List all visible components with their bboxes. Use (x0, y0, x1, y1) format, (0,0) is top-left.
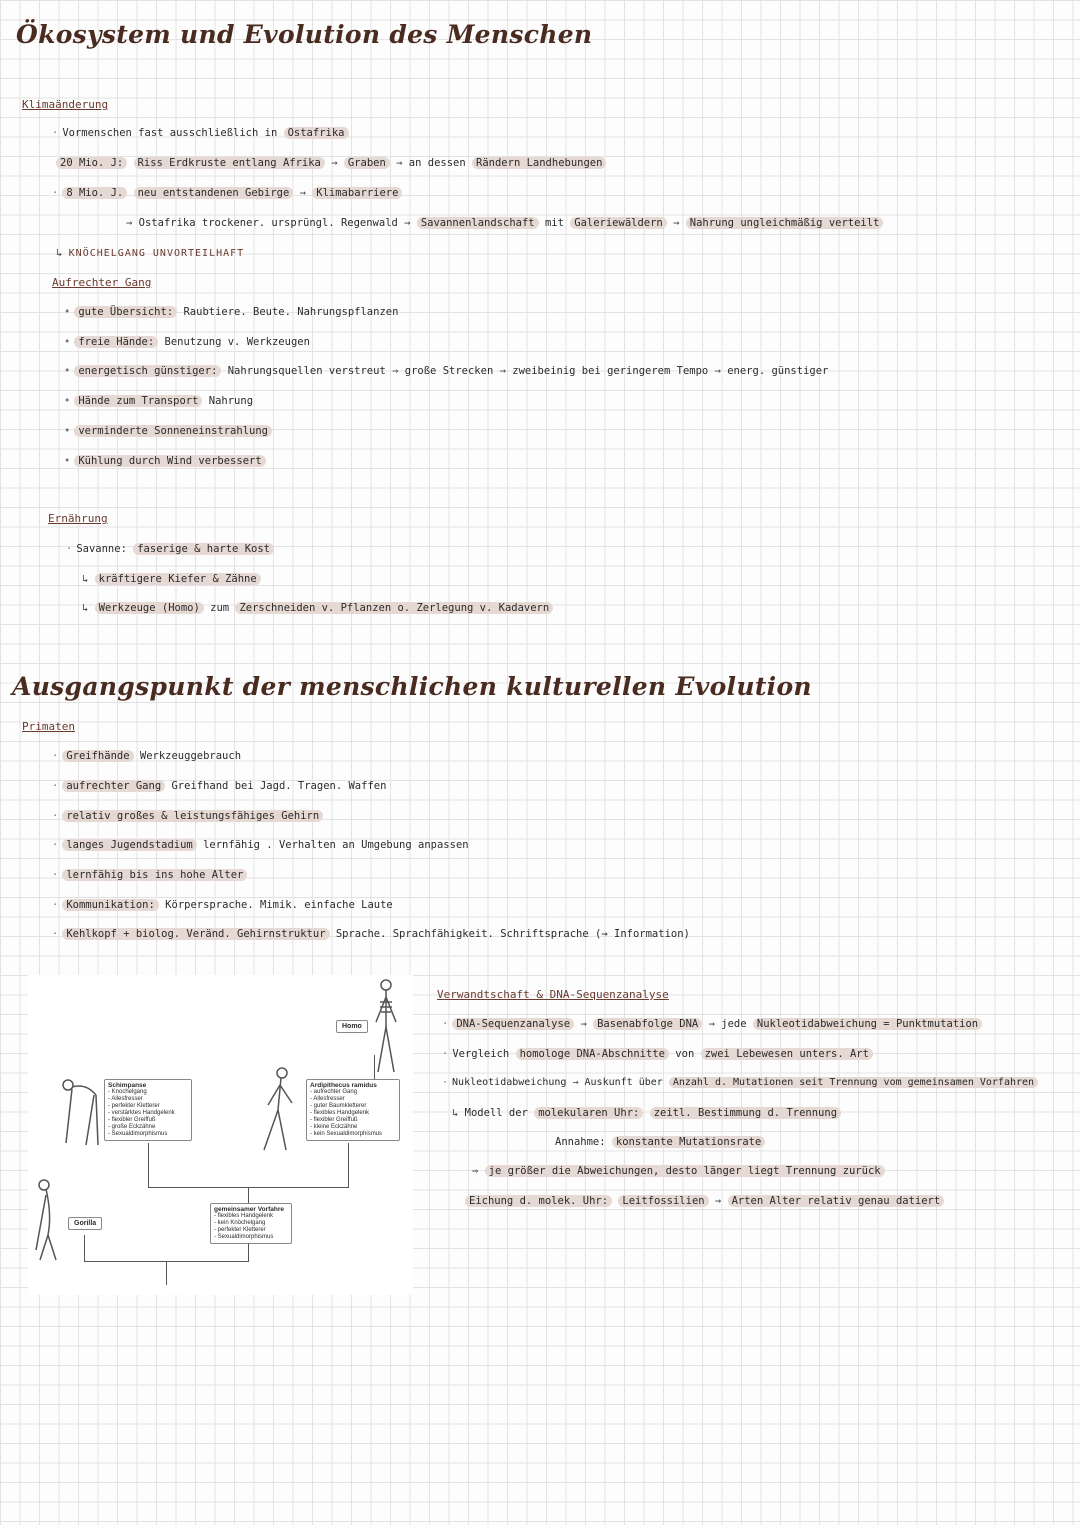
tree-line (148, 1143, 149, 1187)
tree-line (348, 1143, 349, 1187)
primaten-line-6: · Kommunikation: Körpersprache. Mimik. einfache Laute (52, 899, 393, 911)
ernaehrung-line-1: · Savanne: faserige & harte Kost (66, 542, 274, 556)
schimpanse-box: Schimpanse - Knochelgang - Allesfresser - perfekter Kletterer - verstärktes Handgelenk - flexibler Greiffuß - große Eckzähne - Sexualdimorphismus (104, 1079, 192, 1141)
section-title-2: Ausgangspunkt der menschlichen kulturellen Evolution (12, 672, 812, 701)
primaten-line-3: · relativ großes & leistungsfähiges Gehirn (52, 809, 323, 823)
klima-line-5: ↳ KNÖCHELGANG UNVORTEILHAFT (56, 247, 245, 259)
primaten-line-2: · aufrechter Gang Greifhand bei Jagd. Tragen. Waffen (52, 780, 387, 792)
tree-line (248, 1187, 249, 1203)
tree-line (374, 1055, 375, 1079)
verwandt-line-6: ⇒ je größer die Abweichungen, desto länger liegt Trennung zurück (472, 1164, 885, 1178)
page-title: Ökosystem und Evolution des Menschen (16, 20, 593, 49)
verwandt-line-7: Eichung d. molek. Uhr: Leitfossilien → Arten Alter relativ genau datiert (465, 1194, 944, 1208)
primaten-line-7: · Kehlkopf + biolog. Veränd. Gehirnstruktur Sprache. Sprachfähigkeit. Schriftsprache (→ Information) (52, 928, 690, 940)
gorilla-skeleton-icon (30, 1175, 70, 1265)
verwandt-line-4: ↳ Modell der molekularen Uhr: zeitl. Bestimmung d. Trennung (452, 1106, 841, 1120)
verwandt-line-3: · Nukleotidabweichung → Auskunft über Anzahl d. Mutationen seit Trennung vom gemeinsamen Vorfahren (442, 1076, 1038, 1090)
schimpanse-skeleton-icon (56, 1073, 106, 1153)
klima-line-2: 20 Mio. J: Riss Erdkruste entlang Afrika → Graben → an dessen Rändern Landhebungen (56, 156, 606, 170)
ardipithecus-skeleton-icon (256, 1065, 302, 1155)
tree-line (166, 1261, 167, 1285)
verwandt-line-5: Annahme: konstante Mutationsrate (555, 1135, 765, 1149)
gorilla-label: Gorilla (68, 1217, 102, 1230)
tree-line (248, 1243, 249, 1261)
primaten-line-4: · langes Jugendstadium lernfähig . Verhalten an Umgebung anpassen (52, 839, 469, 851)
evolution-diagram (28, 975, 413, 1295)
gang-item-5: • verminderte Sonneneinstrahlung (64, 424, 272, 438)
gang-item-4: • Hände zum Transport Nahrung (64, 395, 254, 407)
klima-line-3: · 8 Mio. J. neu entstandenen Gebirge → Klimabarriere (52, 186, 402, 200)
gang-item-6: • Kühlung durch Wind verbessert (64, 454, 266, 468)
section-heading-primaten: Primaten (22, 720, 75, 733)
primaten-line-1: · Greifhände Werkzeuggebrauch (52, 750, 242, 762)
klima-line-1: · Vormenschen fast ausschließlich in Ostafrika (52, 126, 349, 140)
ardipithecus-box: Ardipithecus ramidus - aufrechter Gang - Allesfresser - guter Baumkletterer - flexibles Handgelenk - flexibler Greiffuß - kleine Eckzähne - kein Sexualdimorphismus (306, 1079, 400, 1141)
section-heading-gang: Aufrechter Gang (52, 276, 152, 289)
verwandt-line-2: · Vergleich homologe DNA-Abschnitte von zwei Lebewesen unters. Art (442, 1047, 873, 1061)
homo-skeleton-icon (366, 977, 406, 1077)
gang-item-1: • gute Übersicht: Raubtiere. Beute. Nahrungspflanzen (64, 306, 399, 318)
section-heading-verwandtschaft: Verwandtschaft & DNA-Sequenzanalyse (437, 988, 669, 1001)
section-heading-ernaehrung: Ernährung (48, 512, 108, 525)
gang-item-3: • energetisch günstiger: Nahrungsquellen verstreut → große Strecken → zweibeinig bei geringerem Tempo → energ. günstiger (64, 365, 829, 377)
verwandt-line-1: · DNA-Sequenzanalyse → Basenabfolge DNA → jede Nukleotidabweichung = Punktmutation (442, 1017, 982, 1031)
gang-item-2: • freie Hände: Benutzung v. Werkzeugen (64, 336, 310, 348)
primaten-line-5: · lernfähig bis ins hohe Alter (52, 868, 247, 882)
vorfahre-box: gemeinsamer Vorfahre - flexibles Handgelenk - kein Knöchelgang - perfekter Kletterer - Sexualdimorphismus (210, 1203, 292, 1244)
homo-label: Homo (336, 1020, 368, 1033)
ernaehrung-line-2: ↳ kräftigere Kiefer & Zähne (82, 572, 261, 586)
ernaehrung-line-3: ↳ Werkzeuge (Homo) zum Zerschneiden v. Pflanzen o. Zerlegung v. Kadavern (82, 601, 553, 615)
section-heading-klima: Klimaänderung (22, 98, 109, 111)
tree-line (84, 1235, 85, 1261)
klima-line-4: → Ostafrika trockener. ursprüngl. Regenwald → Savannenlandschaft mit Galeriewäldern → Nahrung ungleichmäßig verteilt (126, 216, 883, 230)
